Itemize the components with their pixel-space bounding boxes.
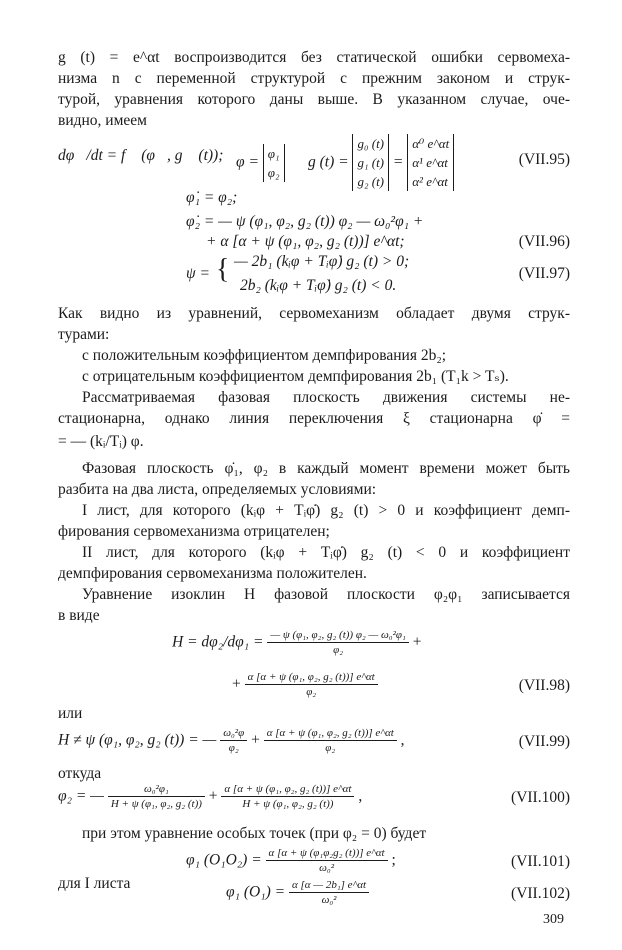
eq102-lhs: φ₁ (O₁) = (226, 883, 286, 901)
frac-denominator: φ₂ (333, 644, 344, 656)
text-line: или (58, 705, 83, 722)
page-number: 309 (543, 912, 564, 927)
text-line: разбита на два листа, определяемых условиями: (58, 481, 377, 498)
frac-numerator: α [α + ψ (φ₁, φ₂, g₂ (t))] e^αt (264, 726, 397, 741)
text-line: демпфирования сервомеханизма положителен. (58, 565, 367, 582)
eq95-g-exp-vector (407, 134, 454, 191)
eq97-case2: 2b₂ (kᵢφ + Tᵢφ̇) g₂ (t) < 0. (240, 277, 397, 294)
frac-numerator: — ψ (φ₁, φ₂, g₂ (t)) φ₂ — ω₀²φ₁ (267, 628, 408, 643)
text-line: Рассматриваемая фазовая плоскость движения системы не- (82, 389, 570, 406)
eq99-frac1 (220, 726, 247, 755)
text-line: стационарна, однако линия переключения ξ стационарна φ̇ = (58, 410, 570, 427)
frac-denominator: φ₂ (306, 686, 317, 698)
eq98-line1 (172, 628, 421, 657)
eq-number: (VII.102) (511, 885, 570, 902)
text-line: II лист, для которого (kᵢφ + Tᵢφ̇) g₂ (t) < 0 и коэффициент (82, 544, 570, 561)
frac-numerator: ω₀²φ₁ (108, 782, 205, 797)
eq-number: (VII.100) (511, 789, 570, 806)
frac-numerator: α [α + ψ (φ₁, φ₂, g₂ (t))] e^αt (245, 670, 378, 685)
eq97-brace: { (216, 254, 230, 285)
eq95-phi-vector (263, 144, 285, 182)
eq95-g-label: g (t) = (308, 153, 349, 171)
eq101-frac (266, 846, 388, 875)
frac-numerator: α [α + ψ (φ₁φ₂g₂ (t))] e^αt (266, 846, 388, 861)
matrix-entry: φ₂ (267, 165, 280, 180)
text-line: видно, имеем (58, 112, 147, 129)
matrix-entry: α¹ e^αt (412, 155, 448, 170)
eq95-g-vector (352, 134, 389, 191)
text-line: откуда (58, 765, 102, 782)
text-line: с положительным коэффициентом демпфирования 2b₂; (82, 347, 447, 364)
frac-denominator: ω₀² (319, 862, 335, 874)
text-line: Фазовая плоскость φ̇₁, φ₂ в каждый момент времени может быть (82, 460, 570, 477)
frac-denominator: H + ψ (φ₁, φ₂, g₂ (t)) (242, 798, 334, 810)
frac-numerator: ω₀²φ (220, 726, 247, 741)
eq96-line2: + α [α + ψ (φ₁, φ₂, g₂ (t))] e^αt; (206, 233, 405, 250)
frac-denominator: ω₀² (321, 894, 337, 906)
eq99: H ≠ ψ (φ₁, φ₂, g₂ (t)) = — $\frac{\text{ω₀²φ}}{\text{φ₂}}$ + $\frac{\text{α [α + ψ (φ₁, φ₂, g₂ (t))] e\textasciicircum{}αt}}{\text{φ₂}}$ , (58, 727, 405, 754)
text-line: турой, уравнения которого даны выше. В указанном случае, оче- (58, 91, 570, 108)
eq100: φ₂ = — $\frac{\text{ω₀²φ₁}}{\text{H + ψ (φ₁, φ₂, g₂ (t))}}$ + $\frac{\text{α [α + ψ (φ₁, φ₂, g₂ (t))] e\textasciicircum{}αt}}{\text{H + ψ (φ₁, φ₂, g₂ (t))}}$ , (58, 783, 363, 810)
eq-number: (VII.99) (518, 733, 570, 750)
matrix-entry: φ₁ (267, 146, 280, 161)
eq100-frac2 (221, 782, 354, 811)
frac-denominator: φ₂ (228, 742, 239, 754)
eq96-line1: φ̇₂ = — ψ (φ₁, φ₂, g₂ (t)) φ₂ — ω₀²φ₁ + (186, 213, 424, 230)
text-line: g (t) = e^αt воспроизводится без статической ошибки сервомеха- (58, 49, 570, 66)
eq95-phi-label: φ = (236, 153, 259, 171)
text-line: Уравнение изоклин H фазовой плоскости φ₂φ₁ записывается (82, 586, 570, 603)
text-line: фирования сервомеханизма отрицателен; (58, 523, 330, 540)
eq-number: (VII.97) (518, 265, 570, 282)
text-line: турами: (58, 326, 110, 343)
eq98-frac1 (267, 628, 408, 657)
matrix-entry: g₀ (t) (357, 136, 385, 151)
text-line: для I листа (58, 875, 131, 892)
text-line: низма n с переменной структурой с прежним законом и струк- (58, 70, 570, 87)
eq97-case1: — 2b₁ (kᵢφ + Tᵢφ̇) g₂ (t) > 0; (234, 253, 410, 270)
text-line: = — (kᵢ/Tᵢ) φ. (58, 433, 144, 450)
text-line: в виде (58, 607, 100, 624)
eq101: φ₁ (O₁O₂) = $\frac{\text{α [α + ψ (φ₁φ₂g₂ (t))] e\textasciicircum{}αt}}{\text{ω₀²}}$ ; (186, 847, 396, 874)
eq-phi1: φ̇₁ = φ₂; (186, 189, 238, 206)
eq98-lhs: H = dφ₂/dφ₁ = (172, 633, 264, 651)
eq97-lhs: ψ = (186, 265, 210, 282)
eq-number: (VII.101) (511, 853, 570, 870)
matrix-entry: g₁ (t) (357, 155, 385, 170)
eq98-line2: + $\frac{\text{α [α + ψ (φ₁, φ₂, g₂ (t))] e\textasciicircum{}αt}}{\text{φ₂}}$ (232, 670, 378, 699)
eq100-lhs: φ₂ = — (58, 787, 104, 805)
eq98-frac2 (245, 670, 378, 699)
matrix-entry: α⁰ e^αt (412, 136, 450, 151)
eq95-phi (236, 144, 285, 182)
eq-number: (VII.98) (518, 677, 570, 694)
eq100-frac1 (108, 782, 205, 811)
eq95-g: g (t) = g₀ (t) g₁ (t) g₂ (t) = α⁰ e^αt α¹ e^αt α² e^αt (308, 134, 454, 191)
frac-denominator: φ₂ (325, 742, 336, 754)
eq102-frac (289, 878, 369, 907)
text-line: при этом уравнение особых точек (при φ₂ = 0) будет (82, 825, 427, 842)
eq101-lhs: φ₁ (O₁O₂) = (186, 851, 262, 869)
text-line: I лист, для которого (kᵢφ + Tᵢφ̇) g₂ (t) > 0 и коэффициент демп- (82, 502, 570, 519)
frac-denominator: H + ψ (φ₁, φ₂, g₂ (t)) (110, 798, 202, 810)
eq98-plus: + (412, 633, 422, 651)
matrix-entry: g₂ (t) (357, 174, 385, 189)
eq102 (226, 878, 369, 907)
eq99-frac2 (264, 726, 397, 755)
eq95-lhs: dφ⃗/dt = f⃗ (φ⃗, g⃗ (t)); (58, 147, 224, 164)
eq-number: (VII.95) (518, 151, 570, 168)
frac-numerator: α [α + ψ (φ₁, φ₂, g₂ (t))] e^αt (221, 782, 354, 797)
matrix-entry: α² e^αt (412, 174, 448, 189)
eq-number: (VII.96) (518, 233, 570, 250)
text-line: Как видно из уравнений, сервомеханизм обладает двумя струк- (58, 305, 570, 322)
frac-numerator: α [α — 2b₁] e^αt (289, 878, 369, 893)
eq99-lhs: H ≠ ψ (φ₁, φ₂, g₂ (t)) = — (58, 731, 217, 749)
text-line: с отрицательным коэффициентом демпфирования 2b₁ (T₁k > Tₛ). (82, 368, 509, 385)
